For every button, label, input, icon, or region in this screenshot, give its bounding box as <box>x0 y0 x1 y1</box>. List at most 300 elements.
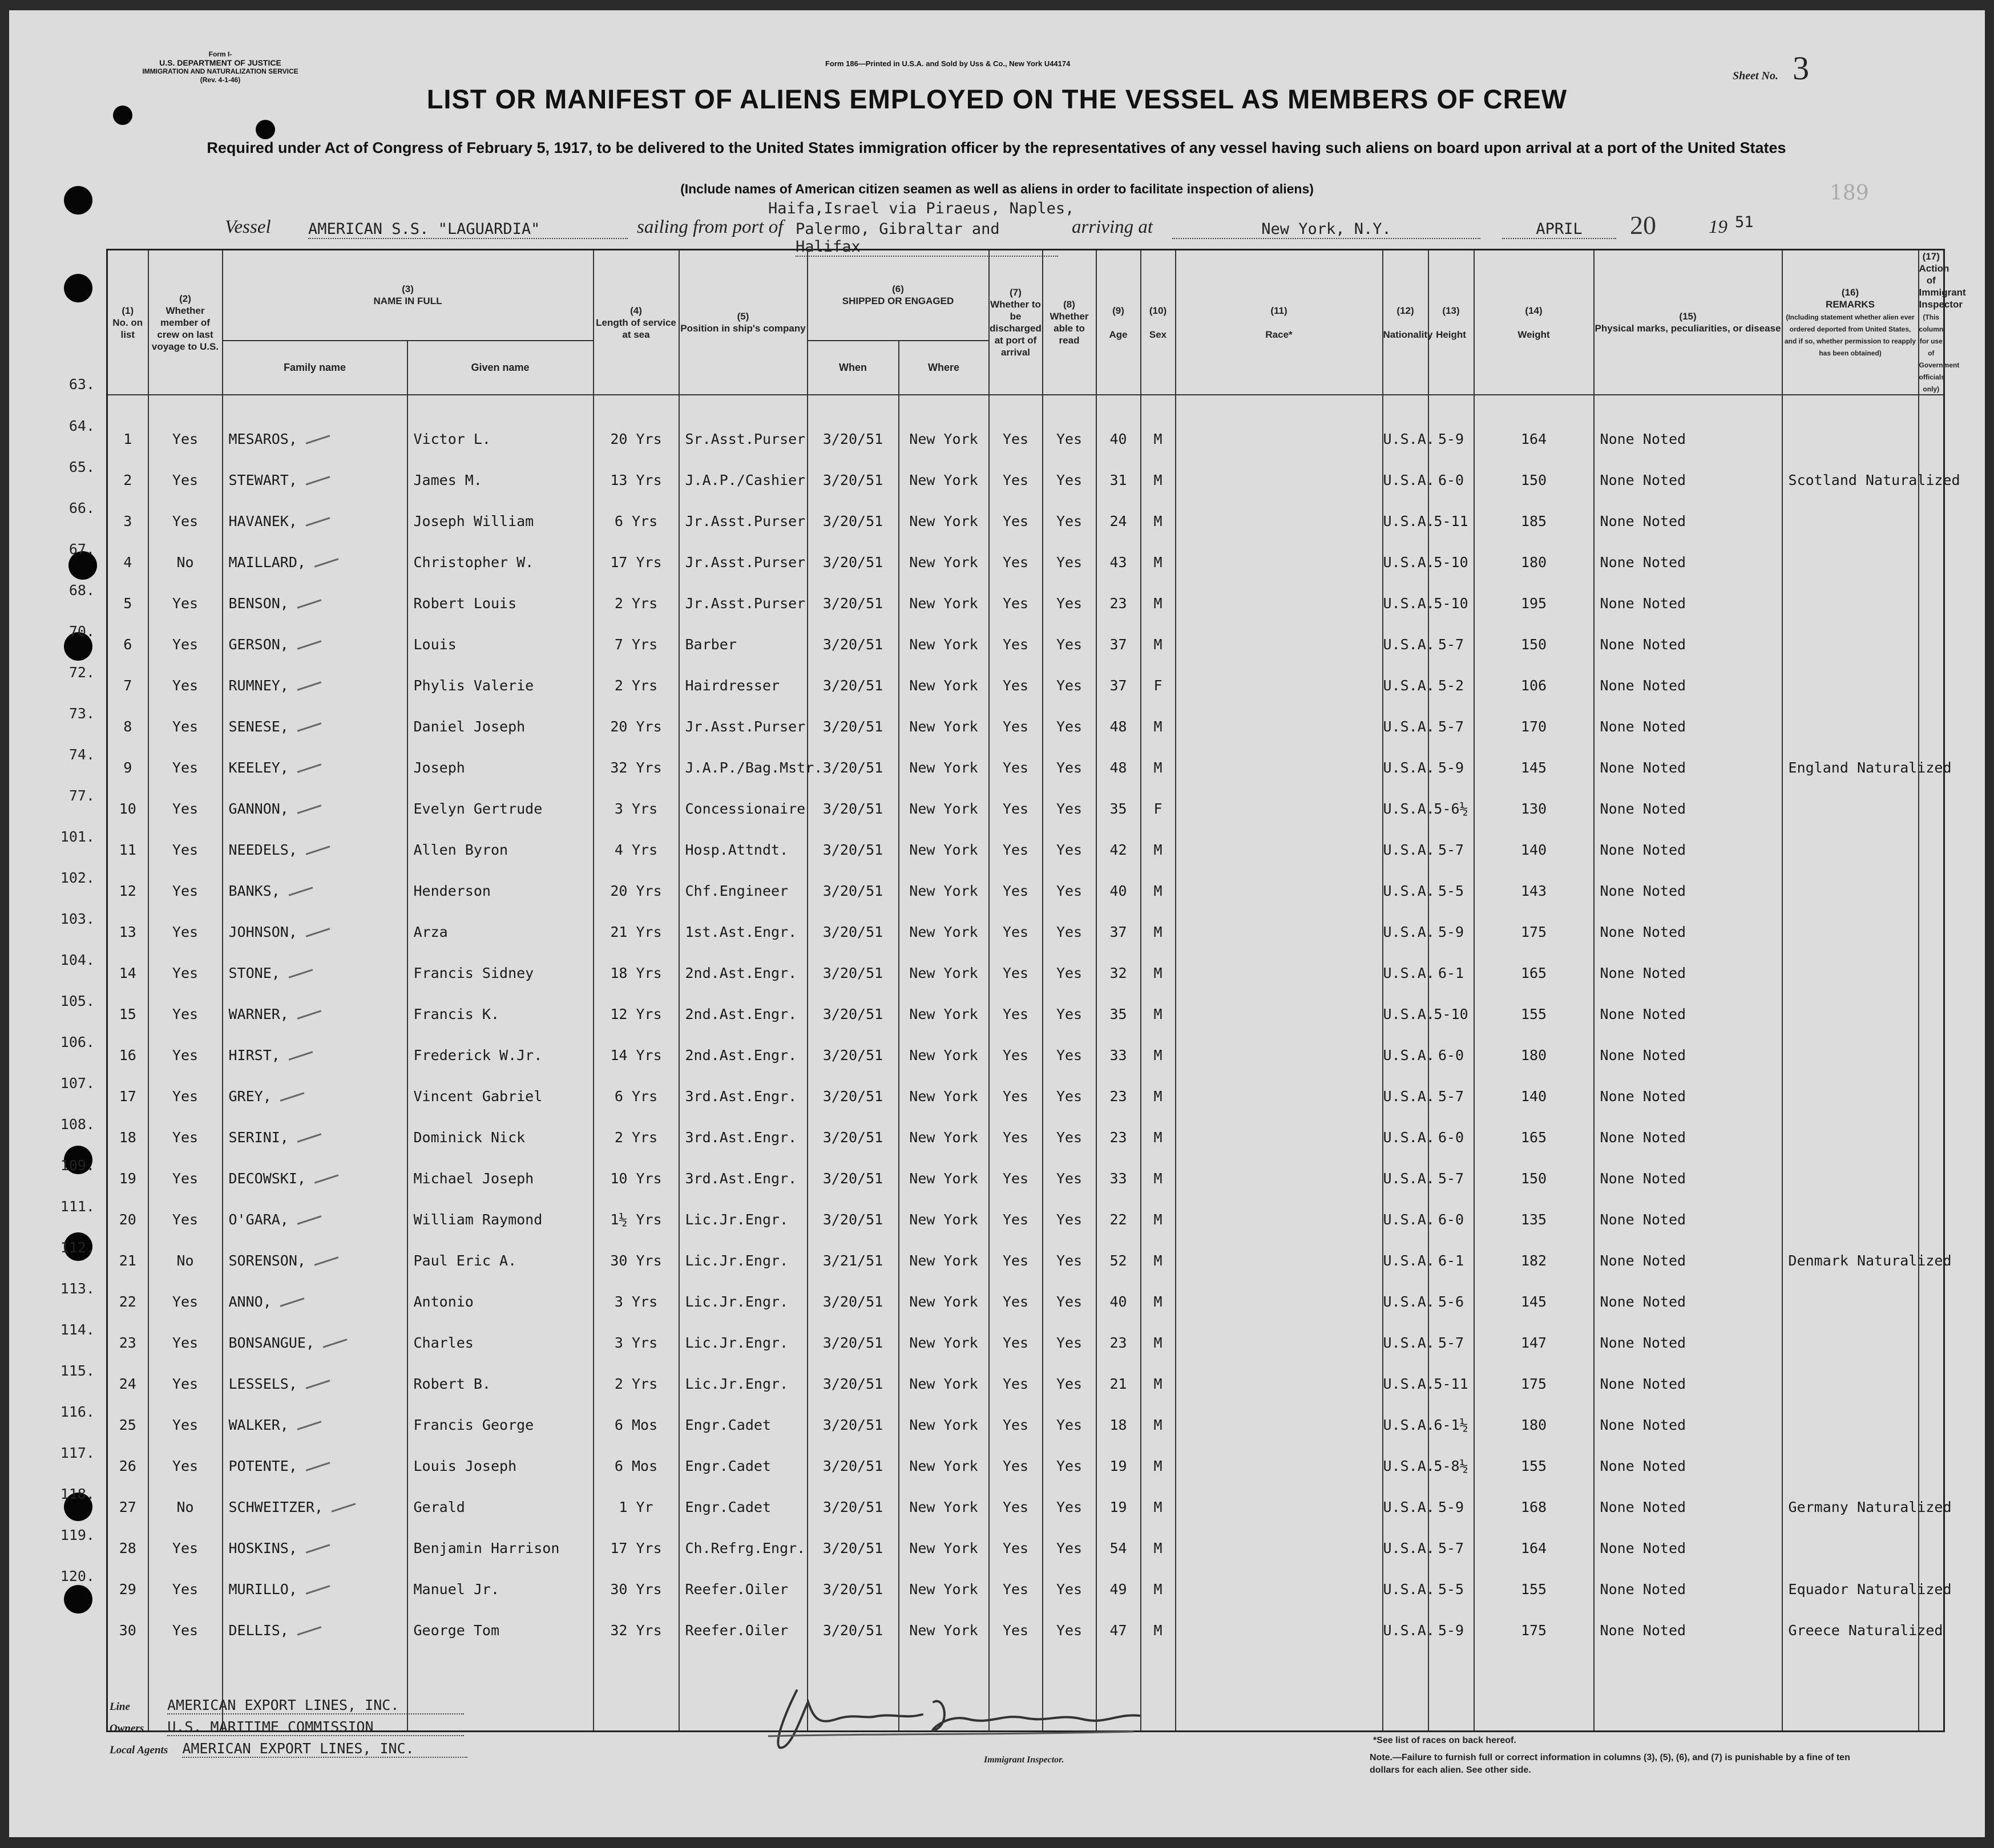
nationality-cell: U.S.A. <box>1383 706 1428 747</box>
family-name-cell <box>223 829 407 870</box>
row-reference-number: 73. <box>68 705 95 722</box>
table-row <box>107 1240 1944 1281</box>
sex-cell: F <box>1141 788 1176 829</box>
able-to-read-cell: Yes <box>1043 1445 1096 1486</box>
races-note: *See list of races on back hereof. <box>1373 1736 1516 1745</box>
sex-cell: M <box>1141 1075 1176 1117</box>
family-name-cell <box>223 747 407 788</box>
weight-cell: 143 <box>1474 870 1594 911</box>
able-to-read-cell: Yes <box>1043 788 1096 829</box>
row-reference-number: 101. <box>60 828 95 845</box>
col-remarks-header: (16) REMARKS (Including statement whether alien ever ordered deported from United States, and if so, whether permission to reapply has been obtained) <box>1782 250 1919 395</box>
inspector-action-cell <box>1919 1281 1944 1322</box>
nationality-cell: U.S.A. <box>1383 395 1428 459</box>
col-nationality-header: (12) Nationality <box>1383 250 1428 395</box>
check-tick-icon <box>297 1215 321 1224</box>
check-tick-icon <box>297 804 321 814</box>
shipped-where-cell: New York <box>899 583 989 624</box>
race-cell <box>1176 1445 1383 1486</box>
table-row <box>107 1034 1944 1075</box>
sex-cell: M <box>1141 1568 1176 1610</box>
weight-cell: 164 <box>1474 395 1594 459</box>
check-tick-icon <box>280 1297 304 1307</box>
race-cell <box>1176 1240 1383 1281</box>
family-name: DECOWSKI, <box>228 1170 306 1187</box>
height-cell: 5-11 <box>1428 1363 1474 1404</box>
sex-cell: M <box>1141 1240 1176 1281</box>
height-cell: 5-2 <box>1428 665 1474 706</box>
inspector-action-cell <box>1919 1158 1944 1199</box>
nationality-cell: U.S.A. <box>1383 1281 1428 1322</box>
inspector-action-cell <box>1919 1075 1944 1117</box>
age-cell: 48 <box>1096 706 1141 747</box>
row-reference-number: 119. <box>60 1526 95 1543</box>
weight-cell: 147 <box>1474 1322 1594 1363</box>
row-reference-number: 111. <box>60 1198 95 1215</box>
service: IMMIGRATION AND NATURALIZATION SERVICE <box>142 67 298 75</box>
position-cell: Engr.Cadet <box>679 1445 808 1486</box>
able-to-read-cell: Yes <box>1043 1240 1096 1281</box>
remarks-cell: Germany Naturalized <box>1782 1486 1919 1527</box>
length-of-service-cell: 2 Yrs <box>594 583 679 624</box>
age-cell: 35 <box>1096 788 1141 829</box>
discharged-cell: Yes <box>989 395 1043 459</box>
table-row <box>107 1610 1944 1651</box>
family-name-cell <box>223 1158 407 1199</box>
nationality-cell: U.S.A. <box>1383 1404 1428 1445</box>
weight-cell: 140 <box>1474 1075 1594 1117</box>
check-tick-icon <box>314 558 339 567</box>
physical-marks-cell: None Noted <box>1594 1404 1782 1445</box>
nationality-cell: U.S.A. <box>1383 1117 1428 1158</box>
punch-hole <box>256 120 275 139</box>
shipped-where-cell: New York <box>899 788 989 829</box>
inspector-action-cell <box>1919 829 1944 870</box>
sheet-number: Sheet No. 3 <box>1733 50 1810 87</box>
inspector-action-cell <box>1919 788 1944 829</box>
race-cell <box>1176 1404 1383 1445</box>
last-voyage-cell: Yes <box>148 500 223 541</box>
shipped-when-cell: 3/20/51 <box>808 1322 899 1363</box>
height-cell: 6-1 <box>1428 1240 1474 1281</box>
sex-cell: M <box>1141 459 1176 500</box>
table-row <box>107 1486 1944 1527</box>
row-number-cell: 27 <box>107 1486 148 1527</box>
discharged-cell: Yes <box>989 1610 1043 1651</box>
page-stamp: 189 <box>1830 181 1869 205</box>
given-name-cell: Vincent Gabriel <box>407 1075 594 1117</box>
shipped-where-cell: New York <box>899 541 989 583</box>
check-tick-icon <box>314 1174 339 1183</box>
shipped-where-cell: New York <box>899 747 989 788</box>
last-voyage-cell: Yes <box>148 395 223 459</box>
shipped-when-cell: 3/20/51 <box>808 459 899 500</box>
shipped-where-cell: New York <box>899 993 989 1034</box>
nationality-cell: U.S.A. <box>1383 1240 1428 1281</box>
row-number-cell: 14 <box>107 952 148 993</box>
discharged-cell: Yes <box>989 1034 1043 1075</box>
family-name-cell <box>223 911 407 952</box>
age-cell: 18 <box>1096 1404 1141 1445</box>
row-reference-number: 117. <box>60 1444 95 1461</box>
check-tick-icon <box>297 681 321 690</box>
age-cell: 24 <box>1096 500 1141 541</box>
nationality-cell: U.S.A. <box>1383 583 1428 624</box>
last-voyage-cell: Yes <box>148 665 223 706</box>
race-cell <box>1176 1527 1383 1568</box>
row-number-cell: 3 <box>107 500 148 541</box>
weight-cell: 150 <box>1474 624 1594 665</box>
able-to-read-cell: Yes <box>1043 1404 1096 1445</box>
family-name: GANNON, <box>228 800 289 817</box>
physical-marks-cell: None Noted <box>1594 993 1782 1034</box>
table-row <box>107 459 1944 500</box>
check-tick-icon <box>323 1339 348 1348</box>
row-number-cell: 1 <box>107 395 148 459</box>
family-name: GREY, <box>228 1087 272 1105</box>
able-to-read-cell: Yes <box>1043 1281 1096 1322</box>
remarks-cell <box>1782 706 1919 747</box>
row-reference-number: 72. <box>68 664 95 681</box>
row-number-cell: 4 <box>107 541 148 583</box>
check-tick-icon <box>288 887 313 896</box>
position-cell: Jr.Asst.Purser <box>679 541 808 583</box>
shipped-when-cell: 3/20/51 <box>808 541 899 583</box>
length-of-service-cell: 7 Yrs <box>594 624 679 665</box>
row-reference-number: 68. <box>68 581 95 599</box>
col-height-header: (13) Height <box>1428 250 1474 395</box>
row-reference-number: 67. <box>68 540 95 557</box>
family-name-cell <box>223 788 407 829</box>
age-cell: 22 <box>1096 1199 1141 1240</box>
race-cell <box>1176 1363 1383 1404</box>
discharged-cell: Yes <box>989 911 1043 952</box>
remarks-cell <box>1782 952 1919 993</box>
race-cell <box>1176 665 1383 706</box>
age-cell: 37 <box>1096 665 1141 706</box>
physical-marks-cell: None Noted <box>1594 583 1782 624</box>
discharged-cell: Yes <box>989 1075 1043 1117</box>
inspector-action-cell <box>1919 395 1944 459</box>
position-cell: Barber <box>679 624 808 665</box>
row-number-cell: 10 <box>107 788 148 829</box>
col-when-header: When <box>808 341 899 395</box>
crew-manifest-table <box>106 249 1966 1732</box>
shipped-when-cell: 3/20/51 <box>808 993 899 1034</box>
row-reference-number: 109. <box>60 1156 95 1174</box>
length-of-service-cell: 14 Yrs <box>594 1034 679 1075</box>
family-name-cell <box>223 459 407 500</box>
discharged-cell: Yes <box>989 1527 1043 1568</box>
length-of-service-cell: 3 Yrs <box>594 1322 679 1363</box>
nationality-cell: U.S.A. <box>1383 1075 1428 1117</box>
given-name-cell: George Tom <box>407 1610 594 1651</box>
filler-cell <box>1782 1651 1919 1731</box>
physical-marks-cell: None Noted <box>1594 1117 1782 1158</box>
filler-cell <box>1383 1651 1428 1731</box>
sex-cell: M <box>1141 1445 1176 1486</box>
row-reference-number: 108. <box>60 1115 95 1133</box>
family-name: BENSON, <box>228 595 289 612</box>
check-tick-icon <box>297 1626 321 1635</box>
remarks-cell <box>1782 1322 1919 1363</box>
table-row <box>107 1568 1944 1610</box>
remarks-cell <box>1782 1527 1919 1568</box>
position-cell: Engr.Cadet <box>679 1404 808 1445</box>
discharged-cell: Yes <box>989 624 1043 665</box>
shipped-when-cell: 3/20/51 <box>808 1034 899 1075</box>
remarks-cell <box>1782 870 1919 911</box>
shipped-when-cell: 3/20/51 <box>808 911 899 952</box>
discharged-cell: Yes <box>989 500 1043 541</box>
family-name: GERSON, <box>228 636 289 653</box>
age-cell: 47 <box>1096 1610 1141 1651</box>
family-name-cell <box>223 1322 407 1363</box>
height-cell: 5-9 <box>1428 395 1474 459</box>
physical-marks-cell: None Noted <box>1594 1281 1782 1322</box>
shipped-where-cell: New York <box>899 1281 989 1322</box>
family-name-cell <box>223 1199 407 1240</box>
last-voyage-cell: Yes <box>148 583 223 624</box>
sex-cell: M <box>1141 1404 1176 1445</box>
position-cell: Lic.Jr.Engr. <box>679 1240 808 1281</box>
length-of-service-cell: 13 Yrs <box>594 459 679 500</box>
given-name-cell: Frederick W.Jr. <box>407 1034 594 1075</box>
inspector-action-cell <box>1919 541 1944 583</box>
height-cell: 5-7 <box>1428 1075 1474 1117</box>
nationality-cell: U.S.A. <box>1383 1445 1428 1486</box>
col-discharged-header: (7) Whether to be discharged at port of arrival <box>989 250 1043 395</box>
length-of-service-cell: 20 Yrs <box>594 870 679 911</box>
length-of-service-cell: 17 Yrs <box>594 541 679 583</box>
inspector-action-cell <box>1919 911 1944 952</box>
sex-cell: M <box>1141 500 1176 541</box>
weight-cell: 150 <box>1474 1158 1594 1199</box>
table-row <box>107 952 1944 993</box>
family-name: POTENTE, <box>228 1457 297 1474</box>
race-cell <box>1176 1610 1383 1651</box>
race-cell <box>1176 395 1383 459</box>
table-row <box>107 1527 1944 1568</box>
col-service-header: (4) Length of service at sea <box>594 250 679 395</box>
check-tick-icon <box>314 1256 339 1265</box>
check-tick-icon <box>297 1133 321 1142</box>
position-cell: Ch.Refrg.Engr. <box>679 1527 808 1568</box>
shipped-when-cell: 3/20/51 <box>808 395 899 459</box>
position-cell: Jr.Asst.Purser <box>679 583 808 624</box>
age-cell: 48 <box>1096 747 1141 788</box>
remarks-cell <box>1782 1117 1919 1158</box>
length-of-service-cell: 10 Yrs <box>594 1158 679 1199</box>
family-name-cell <box>223 1527 407 1568</box>
shipped-when-cell: 3/20/51 <box>808 870 899 911</box>
last-voyage-cell: Yes <box>148 1199 223 1240</box>
given-name-cell: Joseph William <box>407 500 594 541</box>
family-name-cell <box>223 1404 407 1445</box>
line-label: Line <box>110 1701 130 1713</box>
last-voyage-cell: Yes <box>148 1363 223 1404</box>
shipped-when-cell: 3/21/51 <box>808 1240 899 1281</box>
nationality-cell: U.S.A. <box>1383 952 1428 993</box>
weight-cell: 164 <box>1474 1527 1594 1568</box>
age-cell: 43 <box>1096 541 1141 583</box>
nationality-cell: U.S.A. <box>1383 459 1428 500</box>
age-cell: 37 <box>1096 624 1141 665</box>
discharged-cell: Yes <box>989 788 1043 829</box>
row-reference-number: 120. <box>60 1567 95 1584</box>
table-row <box>107 1404 1944 1445</box>
age-cell: 19 <box>1096 1486 1141 1527</box>
physical-marks-cell: None Noted <box>1594 395 1782 459</box>
inspector-action-cell <box>1919 1445 1944 1486</box>
height-cell: 5-6 <box>1428 1281 1474 1322</box>
sex-cell: M <box>1141 541 1176 583</box>
row-reference-number: 63. <box>68 375 95 393</box>
age-cell: 54 <box>1096 1527 1141 1568</box>
family-name: BONSANGUE, <box>228 1334 315 1351</box>
weight-cell: 165 <box>1474 1117 1594 1158</box>
last-voyage-cell: Yes <box>148 1568 223 1610</box>
length-of-service-cell: 20 Yrs <box>594 395 679 459</box>
able-to-read-cell: Yes <box>1043 829 1096 870</box>
remarks-cell <box>1782 1445 1919 1486</box>
family-name-cell <box>223 1445 407 1486</box>
footer-owners <box>110 1718 464 1736</box>
row-number-cell: 21 <box>107 1240 148 1281</box>
col-given-name-header: Given name <box>407 341 594 395</box>
family-name-cell <box>223 1568 407 1610</box>
sex-cell: M <box>1141 1158 1176 1199</box>
given-name-cell: Dominick Nick <box>407 1117 594 1158</box>
col-position-header: (5) Position in ship's company <box>679 250 808 395</box>
row-number-cell: 17 <box>107 1075 148 1117</box>
row-number-cell: 19 <box>107 1158 148 1199</box>
length-of-service-cell: 2 Yrs <box>594 1117 679 1158</box>
race-cell <box>1176 1075 1383 1117</box>
nationality-cell: U.S.A. <box>1383 747 1428 788</box>
shipped-when-cell: 3/20/51 <box>808 1363 899 1404</box>
weight-cell: 195 <box>1474 583 1594 624</box>
age-cell: 23 <box>1096 1117 1141 1158</box>
owners-value: U.S. MARITIME COMMISSION <box>167 1718 464 1736</box>
table-row <box>107 706 1944 747</box>
weight-cell: 170 <box>1474 706 1594 747</box>
height-cell: 5-5 <box>1428 1568 1474 1610</box>
remarks-cell <box>1782 541 1919 583</box>
age-cell: 37 <box>1096 911 1141 952</box>
shipped-where-cell: New York <box>899 665 989 706</box>
col-weight-header: (14) Weight <box>1474 250 1594 395</box>
manifest-sheet <box>9 10 1985 1837</box>
given-name-cell: Charles <box>407 1322 594 1363</box>
physical-marks-cell: None Noted <box>1594 706 1782 747</box>
check-tick-icon <box>306 1462 330 1471</box>
discharged-cell: Yes <box>989 1158 1043 1199</box>
filler-cell <box>1428 1651 1474 1731</box>
length-of-service-cell: 18 Yrs <box>594 952 679 993</box>
family-name-cell <box>223 870 407 911</box>
remarks-cell <box>1782 1075 1919 1117</box>
check-tick-icon <box>297 640 321 649</box>
last-voyage-cell: Yes <box>148 829 223 870</box>
row-reference-number: 114. <box>60 1321 95 1338</box>
age-cell: 49 <box>1096 1568 1141 1610</box>
col-where-header: Where <box>899 341 989 395</box>
last-voyage-cell: Yes <box>148 1322 223 1363</box>
shipped-where-cell: New York <box>899 395 989 459</box>
last-voyage-cell: Yes <box>148 1610 223 1651</box>
discharged-cell: Yes <box>989 665 1043 706</box>
last-voyage-cell: Yes <box>148 870 223 911</box>
weight-cell: 155 <box>1474 1568 1594 1610</box>
position-cell: 1st.Ast.Engr. <box>679 911 808 952</box>
race-cell <box>1176 1486 1383 1527</box>
arrival-year: 51 <box>1735 213 1754 231</box>
weight-cell: 145 <box>1474 1281 1594 1322</box>
table-row <box>107 1445 1944 1486</box>
given-name-cell: Francis K. <box>407 993 594 1034</box>
owners-label: Owners <box>110 1722 144 1734</box>
family-name: STONE, <box>228 964 280 981</box>
race-cell <box>1176 1117 1383 1158</box>
shipped-where-cell: New York <box>899 1404 989 1445</box>
able-to-read-cell: Yes <box>1043 747 1096 788</box>
sex-cell: M <box>1141 1281 1176 1322</box>
physical-marks-cell: None Noted <box>1594 459 1782 500</box>
remarks-cell <box>1782 1404 1919 1445</box>
able-to-read-cell: Yes <box>1043 1034 1096 1075</box>
check-tick-icon <box>280 1092 304 1101</box>
length-of-service-cell: 6 Mos <box>594 1404 679 1445</box>
family-name: JOHNSON, <box>228 923 297 940</box>
remarks-cell <box>1782 624 1919 665</box>
race-cell <box>1176 870 1383 911</box>
given-name-cell: Antonio <box>407 1281 594 1322</box>
check-tick-icon <box>306 846 330 855</box>
sex-cell: M <box>1141 1486 1176 1527</box>
nationality-cell: U.S.A. <box>1383 1527 1428 1568</box>
arriving-port: New York, N.Y. <box>1172 220 1480 239</box>
shipped-when-cell: 3/20/51 <box>808 665 899 706</box>
given-name-cell: Henderson <box>407 870 594 911</box>
row-number-cell: 15 <box>107 993 148 1034</box>
col-read-header: (8) Whether able to read <box>1043 250 1096 395</box>
vessel-line <box>225 211 1800 256</box>
family-name: MESAROS, <box>228 430 297 447</box>
table-row <box>107 993 1944 1034</box>
discharged-cell: Yes <box>989 1199 1043 1240</box>
discharged-cell: Yes <box>989 1568 1043 1610</box>
last-voyage-cell: Yes <box>148 747 223 788</box>
inspector-action-cell <box>1919 993 1944 1034</box>
physical-marks-cell: None Noted <box>1594 1199 1782 1240</box>
position-cell: 2nd.Ast.Engr. <box>679 1034 808 1075</box>
inspector-action-cell <box>1919 665 1944 706</box>
remarks-cell <box>1782 1281 1919 1322</box>
remarks-cell: Greece Naturalized <box>1782 1610 1919 1651</box>
physical-marks-cell: None Noted <box>1594 1610 1782 1651</box>
document-title: LIST OR MANIFEST OF ALIENS EMPLOYED ON THE VESSEL AS MEMBERS OF CREW <box>426 84 1568 114</box>
table-row <box>107 583 1944 624</box>
height-cell: 5-9 <box>1428 911 1474 952</box>
sex-cell: M <box>1141 1527 1176 1568</box>
table-row <box>107 541 1944 583</box>
physical-marks-cell: None Noted <box>1594 1158 1782 1199</box>
physical-marks-cell: None Noted <box>1594 1322 1782 1363</box>
last-voyage-cell: Yes <box>148 1445 223 1486</box>
weight-cell: 180 <box>1474 1034 1594 1075</box>
weight-cell: 182 <box>1474 1240 1594 1281</box>
